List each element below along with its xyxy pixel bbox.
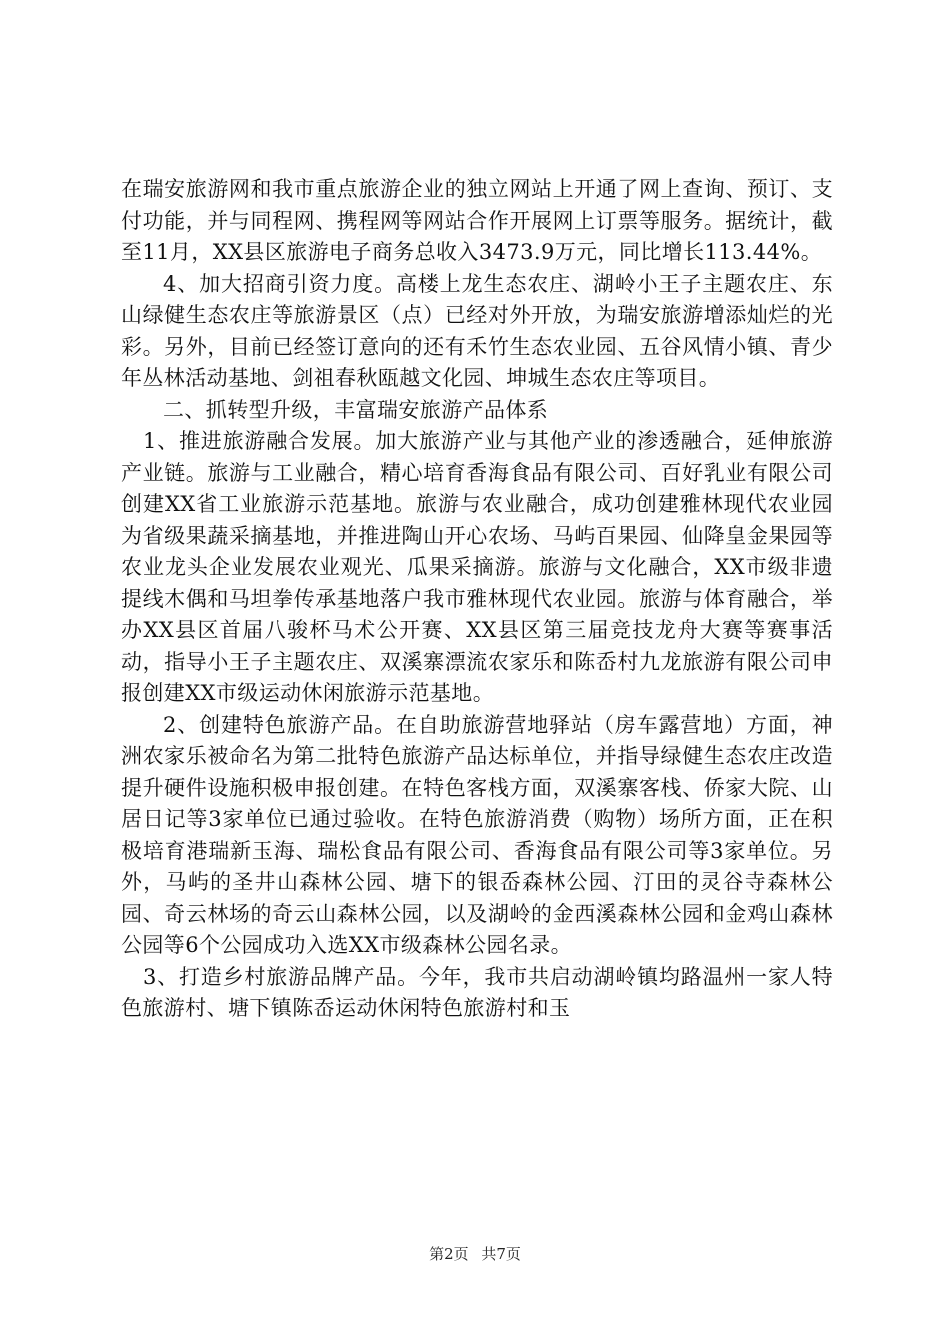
paragraph-integration: 1、推进旅游融合发展。加大旅游产业与其他产业的渗透融合，延伸旅游产业链。旅游与工业融合，精心培育香海食品有限公司、百好乳业有限公司创建XX省工业旅游示范基地。旅游与农业融合，成功创建雅林现代农业园为省级果蔬采摘基地，并推进陶山开心农场、马屿百果园、仙降皇金果园等农业龙头企业发展农业观光、瓜果采摘游。旅游与文化融合，XX市级非遗提线木偶和马坦拳传承基地落户我市雅林现代农业园。旅游与体育融合，举办XX县区首届八骏杯马术公开赛、XX县区第三届竞技龙舟大赛等赛事活动，指导小王子主题农庄、双溪寨漂流农家乐和陈岙村九龙旅游有限公司申报创建XX市级运动休闲旅游示范基地。 <box>121 429 833 705</box>
page-number: 第2页 <box>429 1245 469 1263</box>
paragraph-investment: 4、加大招商引资力度。高楼上龙生态农庄、湖岭小王子主题农庄、东山绿健生态农庄等旅游景区（点）已经对外开放，为瑞安旅游增添灿烂的光彩。另外，目前已经签订意向的还有禾竹生态农业园、五谷风情小镇、青少年丛林活动基地、剑祖春秋瓯越文化园、坤城生态农庄等项目。 <box>121 271 833 390</box>
document-body <box>121 174 833 1025</box>
paragraph-continued: 在瑞安旅游网和我市重点旅游企业的独立网站上开通了网上查询、预订、支付功能，并与同程网、携程网等网站合作开展网上订票等服务。据统计，截至11月，XX县区旅游电子商务总收入3473.9万元，同比增长113.44%。 <box>121 177 833 264</box>
page-total: 共7页 <box>481 1245 521 1263</box>
page-footer <box>0 1244 950 1264</box>
section-heading: 二、抓转型升级，丰富瑞安旅游产品体系 <box>163 397 549 422</box>
paragraph-featured-products: 2、创建特色旅游产品。在自助旅游营地驿站（房车露营地）方面，神洲农家乐被命名为第二批特色旅游产品达标单位，并指导绿健生态农庄改造提升硬件设施积极申报创建。在特色客栈方面，双溪寨客栈、侨家大院、山居日记等3家单位已通过验收。在特色旅游消费（购物）场所方面，正在积极培育港瑞新玉海、瑞松食品有限公司、香海食品有限公司等3家单位。另外，马屿的圣井山森林公园、塘下的银岙森林公园、汀田的灵谷寺森林公园、奇云林场的奇云山森林公园，以及湖岭的金西溪森林公园和金鸡山森林公园等6个公园成功入选XX市级森林公园名录。 <box>121 712 833 957</box>
paragraph-rural-brand: 3、打造乡村旅游品牌产品。今年，我市共启动湖岭镇均路温州一家人特色旅游村、塘下镇陈岙运动休闲特色旅游村和玉 <box>121 964 833 1020</box>
